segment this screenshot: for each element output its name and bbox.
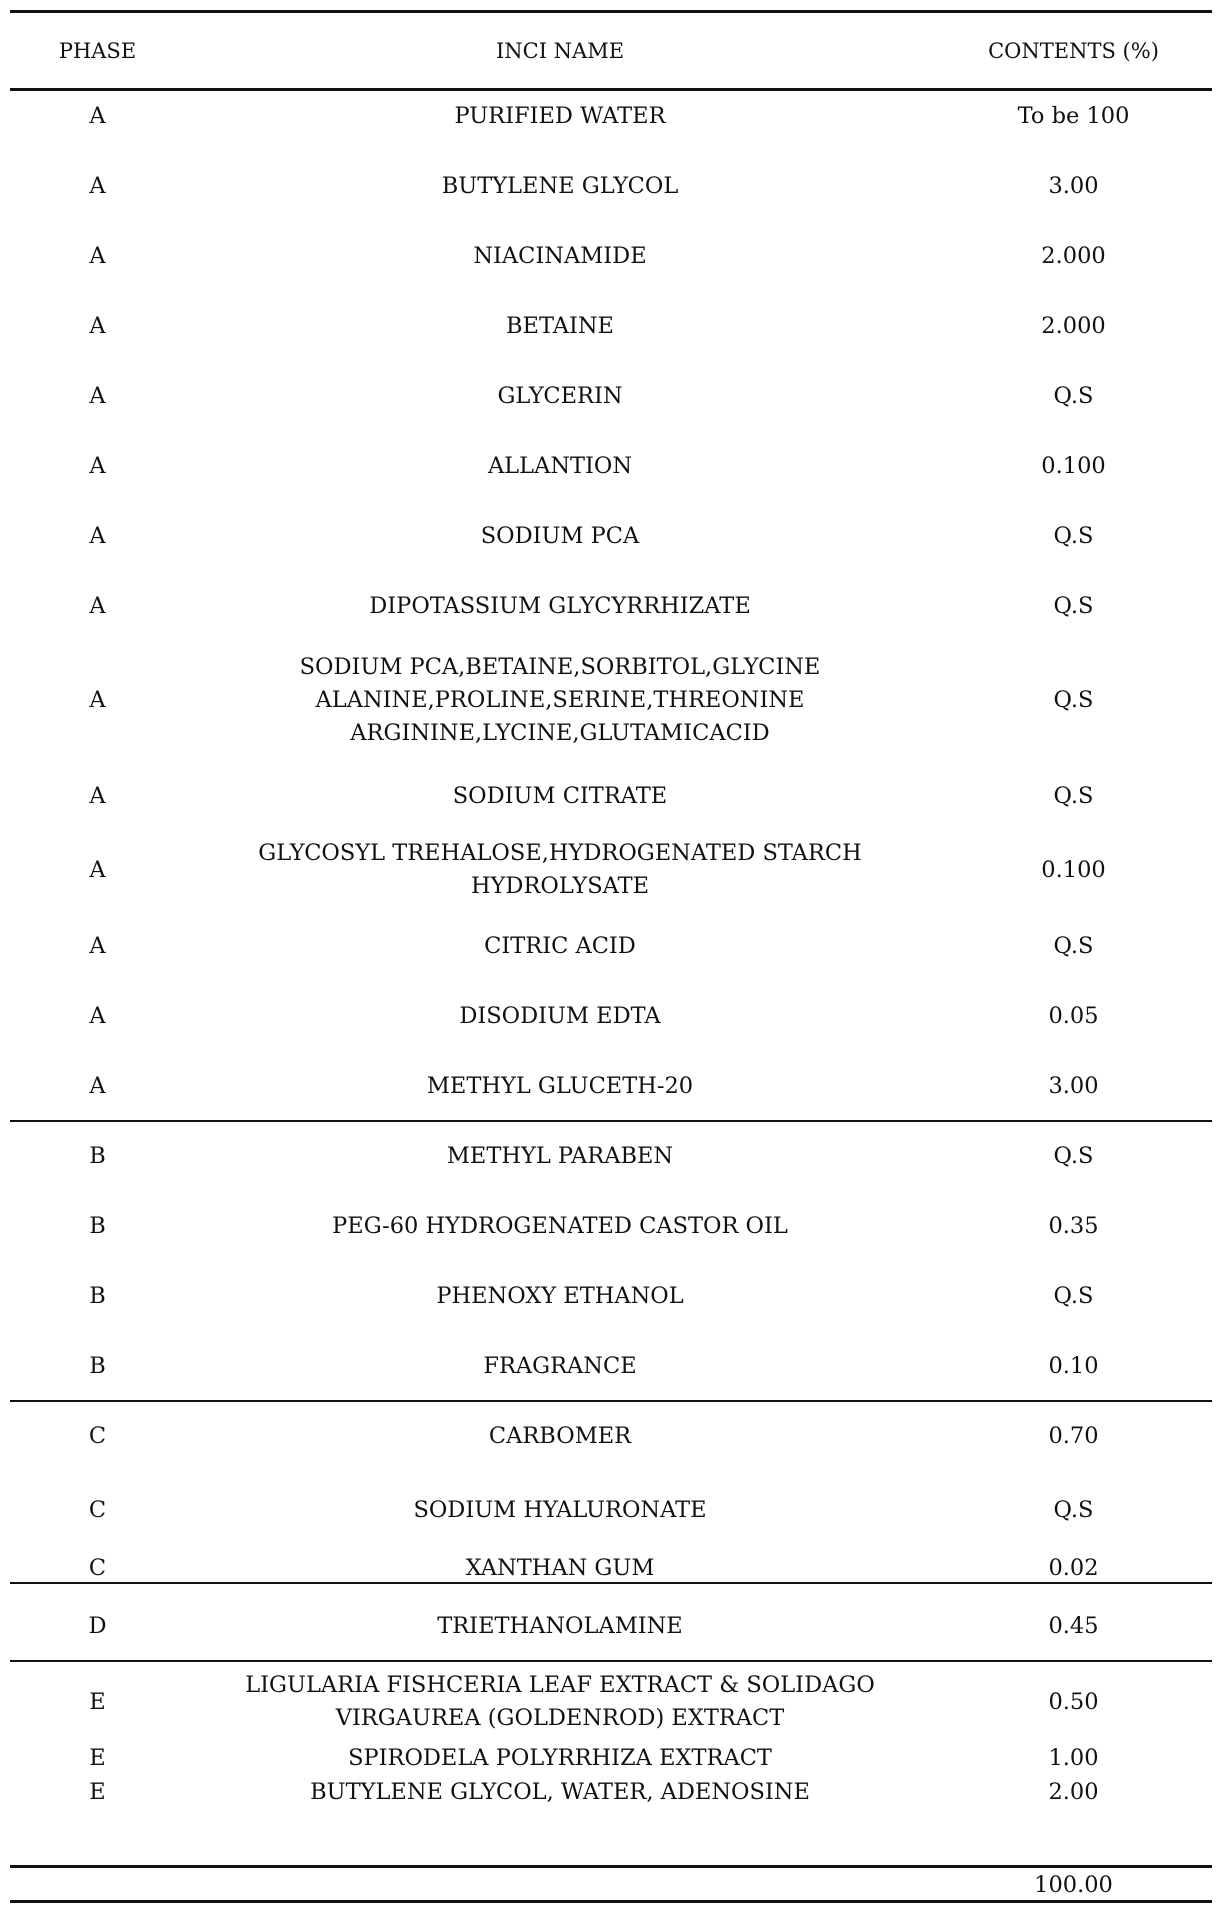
table-row [10,640,1212,760]
table-row [10,576,1212,636]
inci-name-cell [185,586,935,626]
phase-cell: A [89,453,106,479]
phase-cell: A [89,1073,106,1099]
inci-name-cell [185,996,935,1036]
header-inci-name: INCI NAME [495,39,625,63]
table-row [10,156,1212,216]
inci-name-cell [185,776,935,816]
phase-cell: A [89,783,106,809]
header-phase: PHASE [58,39,137,63]
content-cell: Q.S [1053,1497,1094,1523]
table-row [10,1056,1212,1116]
inci-name-cell [185,446,935,486]
inci-name-line: TRIETHANOLAMINE [437,1613,683,1639]
top-rule [10,10,1212,13]
phase-cell: B [89,1283,106,1309]
inci-name-line: PURIFIED WATER [454,103,666,129]
table-row [10,366,1212,426]
table-row [10,1777,1212,1807]
phase-cell: A [89,243,106,269]
table-row [10,1266,1212,1326]
phase-divider [10,1660,1212,1662]
table-row [10,506,1212,566]
inci-name-line: BUTYLENE GLYCOL [441,173,679,199]
content-cell: 0.02 [1048,1555,1099,1581]
inci-name-line: GLYCERIN [497,383,623,409]
inci-name-line: SODIUM HYALURONATE [413,1497,707,1523]
inci-name-line: SPIRODELA POLYRRHIZA EXTRACT [348,1745,772,1771]
inci-name-cell [185,1136,935,1176]
header-contents: CONTENTS (%) [988,39,1159,63]
inci-name-cell [185,1772,935,1812]
table-row [10,1743,1212,1773]
phase-cell: D [88,1613,107,1639]
inci-name-cell [185,1606,935,1646]
table-row [10,916,1212,976]
content-cell: Q.S [1053,1283,1094,1309]
inci-name-cell [185,306,935,346]
content-cell: Q.S [1053,687,1094,713]
content-cell: 0.45 [1048,1613,1099,1639]
phase-cell: A [89,173,106,199]
phase-cell: A [89,383,106,409]
content-cell: 3.00 [1048,1073,1099,1099]
phase-cell: A [89,687,106,713]
inci-name-cell [185,1066,935,1106]
phase-cell: E [89,1779,106,1805]
inci-name-line: DIPOTASSIUM GLYCYRRHIZATE [369,593,751,619]
inci-name-cell [185,1346,935,1386]
phase-cell: C [88,1423,107,1449]
inci-name-cell [185,1669,935,1735]
phase-cell: C [88,1555,107,1581]
phase-divider [10,1120,1212,1122]
phase-cell: A [89,593,106,619]
phase-cell: B [89,1353,106,1379]
inci-name-line: LIGULARIA FISHCERIA LEAF EXTRACT & SOLIDAGO [245,1672,875,1698]
table-row [10,986,1212,1046]
table-row [10,1336,1212,1396]
phase-cell: A [89,523,106,549]
inci-name-line: SODIUM CITRATE [452,783,668,809]
content-cell: 2.00 [1048,1779,1099,1805]
inci-name-line: ARGININE,LYCINE,GLUTAMICACID [350,719,770,746]
inci-name-line: SODIUM PCA,BETAINE,SORBITOL,GLYCINE [299,653,821,680]
inci-name-line: GLYCOSYL TREHALOSE,HYDROGENATED STARCH [258,840,862,866]
inci-name-line: HYDROLYSATE [470,873,650,899]
content-cell: Q.S [1053,593,1094,619]
table-row [10,766,1212,826]
content-cell: 1.00 [1048,1745,1099,1771]
content-cell: 0.100 [1041,857,1106,883]
inci-name-line: METHYL PARABEN [446,1143,674,1169]
content-cell: Q.S [1053,783,1094,809]
inci-name-line: ALLANTION [487,453,633,479]
table-row [10,1406,1212,1466]
content-cell: 0.100 [1041,453,1106,479]
total-row [10,1870,1212,1900]
content-cell: Q.S [1053,1143,1094,1169]
content-cell: 0.05 [1048,1003,1099,1029]
inci-name-cell [185,926,935,966]
phase-cell: A [89,857,106,883]
total-value: 100.00 [1034,1872,1113,1898]
inci-name-cell [185,516,935,556]
table-row [10,86,1212,146]
table-row [10,830,1212,910]
table-row [10,1126,1212,1186]
phase-cell: A [89,313,106,339]
content-cell: 2.000 [1041,313,1106,339]
phase-cell: B [89,1213,106,1239]
inci-name-line: XANTHAN GUM [465,1555,655,1581]
inci-name-cell [185,837,935,903]
phase-cell: E [89,1689,106,1715]
content-cell: 3.00 [1048,173,1099,199]
phase-cell: B [89,1143,106,1169]
phase-divider [10,1582,1212,1584]
table-row [10,1596,1212,1656]
phase-cell: A [89,933,106,959]
content-cell: 0.50 [1048,1689,1099,1715]
inci-name-cell [185,1490,935,1530]
table-row [10,1662,1212,1742]
table-row [10,296,1212,356]
inci-name-cell [185,376,935,416]
inci-name-line: PEG-60 HYDROGENATED CASTOR OIL [332,1213,788,1239]
inci-name-line: CITRIC ACID [484,933,636,959]
inci-name-cell [185,236,935,276]
content-cell: 2.000 [1041,243,1106,269]
phase-cell: C [88,1497,107,1523]
content-cell: 0.10 [1048,1353,1099,1379]
content-cell: To be 100 [1017,103,1130,129]
phase-divider [10,1400,1212,1402]
table-header-row [10,16,1212,86]
inci-name-line: VIRGAUREA (GOLDENROD) EXTRACT [335,1705,785,1731]
content-cell: 0.70 [1048,1423,1099,1449]
content-cell: Q.S [1053,523,1094,549]
table-row [10,1196,1212,1256]
phase-cell: E [89,1745,106,1771]
inci-name-cell [185,96,935,136]
inci-name-cell [185,166,935,206]
content-cell: Q.S [1053,933,1094,959]
inci-name-line: BUTYLENE GLYCOL, WATER, ADENOSINE [310,1779,810,1805]
table-row [10,436,1212,496]
inci-name-cell [185,1416,935,1456]
inci-name-cell [185,651,935,750]
inci-name-line: NIACINAMIDE [473,243,647,269]
inci-name-line: DISODIUM EDTA [459,1003,661,1029]
phase-cell: A [89,1003,106,1029]
inci-name-cell [185,1206,935,1246]
content-cell: 0.35 [1048,1213,1099,1239]
phase-cell: A [89,103,106,129]
inci-name-line: CARBOMER [488,1423,632,1449]
inci-name-cell [185,1276,935,1316]
table-row [10,226,1212,286]
inci-name-line: BETAINE [506,313,614,339]
inci-name-line: METHYL GLUCETH-20 [426,1073,694,1099]
inci-name-line: PHENOXY ETHANOL [436,1283,684,1309]
inci-name-line: SODIUM PCA [480,523,640,549]
inci-name-line: FRAGRANCE [483,1353,637,1379]
content-cell: Q.S [1053,383,1094,409]
table-row [10,1480,1212,1540]
inci-name-line: ALANINE,PROLINE,SERINE,THREONINE [315,686,805,713]
